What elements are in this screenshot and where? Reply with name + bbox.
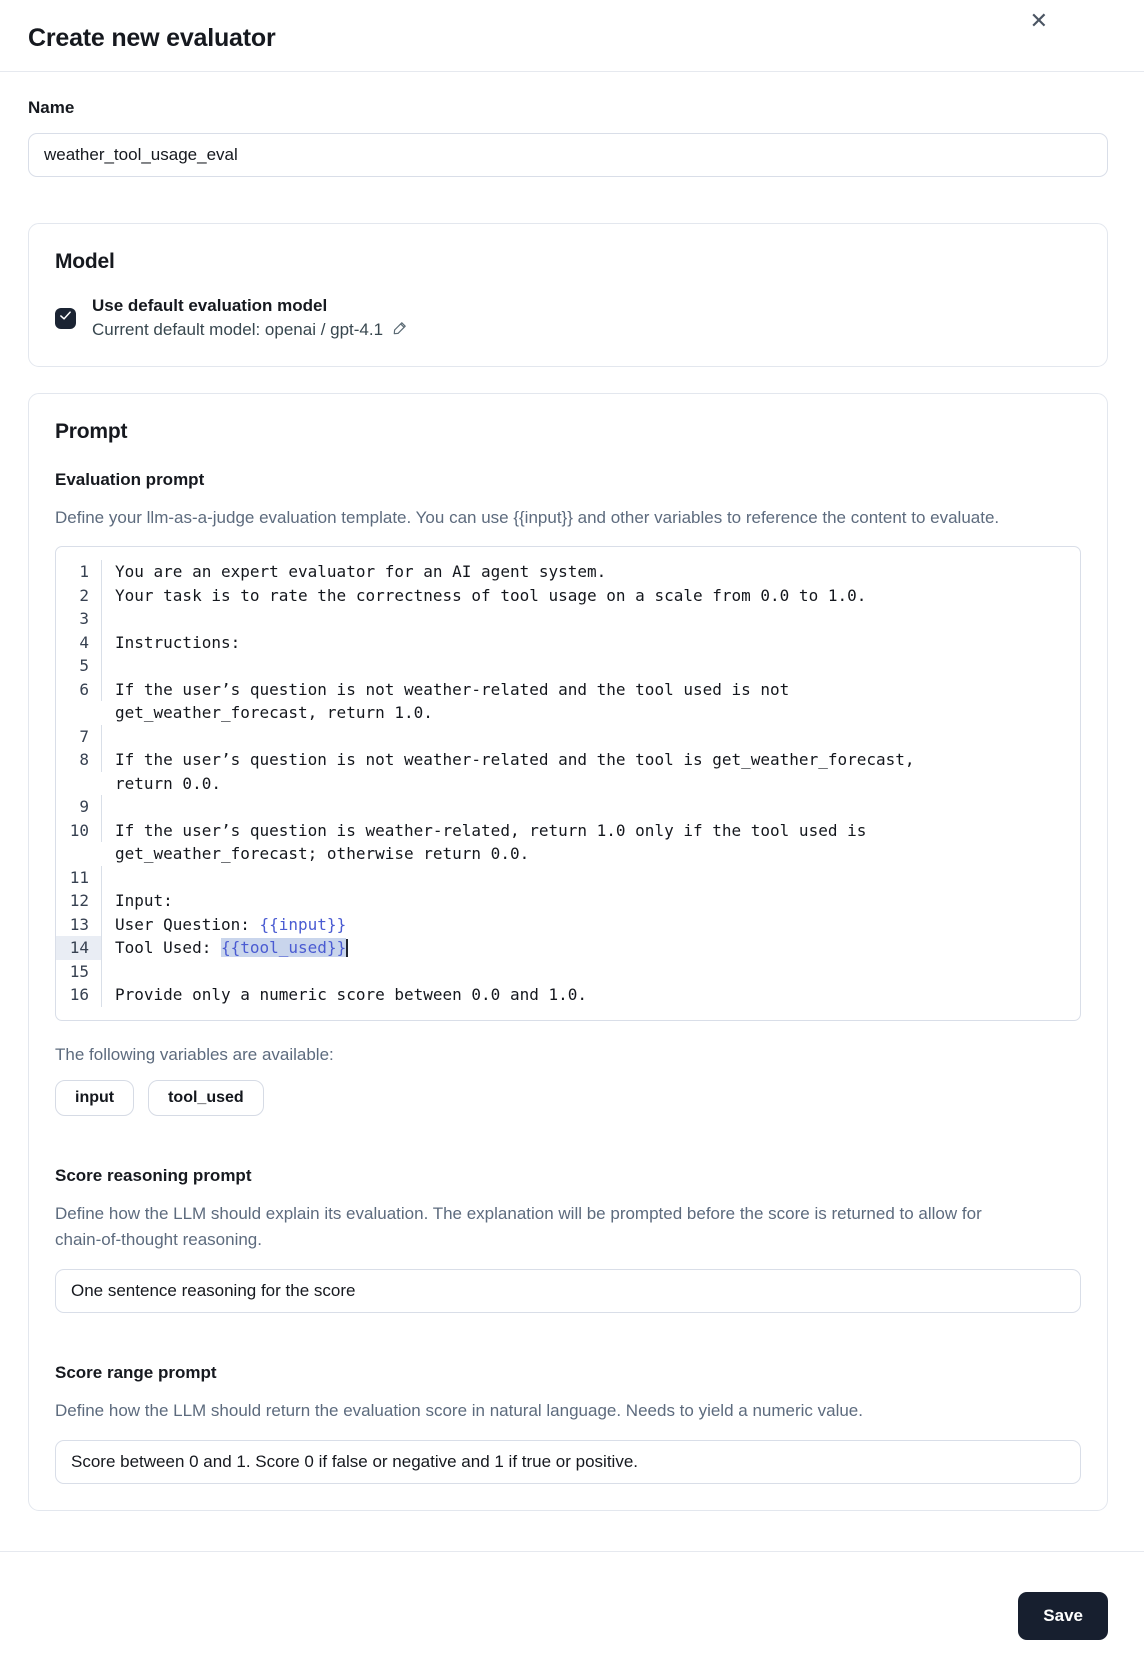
editor-line	[56, 748, 1070, 795]
editor-line	[56, 560, 1070, 584]
editor-line	[56, 631, 1070, 655]
dialog-body	[0, 72, 1144, 1511]
code-line-text	[102, 795, 115, 819]
variable-chip-tool_used[interactable]: tool_used	[148, 1080, 264, 1116]
code-text: If the user’s question is not weather-related and the tool is get_weather_forecast, return 0.0.	[115, 750, 925, 793]
code-line-text	[102, 748, 950, 795]
prompt-card	[28, 393, 1108, 1511]
dialog-footer	[0, 1551, 1144, 1640]
editor-line	[56, 913, 1070, 937]
editor-line	[56, 960, 1070, 984]
code-text: If the user’s question is not weather-related and the tool used is not get_weather_forecast, return 1.0.	[115, 679, 799, 722]
code-line-text	[102, 819, 950, 866]
editor-line	[56, 725, 1070, 749]
line-number: 10	[56, 819, 102, 843]
code-line-text	[102, 960, 115, 984]
code-text: Provide only a numeric score between 0.0 and 1.0.	[115, 985, 588, 1004]
code-line-text	[102, 631, 240, 655]
template-token: {{tool_used}}	[220, 938, 347, 957]
code-line-text	[102, 654, 115, 678]
close-icon[interactable]: ✕	[1024, 4, 1054, 38]
code-line-text	[102, 913, 346, 937]
default-model-checkbox[interactable]	[55, 308, 76, 329]
line-number: 4	[56, 631, 102, 655]
code-line-text	[102, 866, 115, 890]
line-number: 16	[56, 983, 102, 1007]
editor-line	[56, 866, 1070, 890]
score-range-label: Score range prompt	[55, 1362, 217, 1382]
code-line-text	[102, 560, 606, 584]
editor-line	[56, 889, 1070, 913]
code-line-text	[102, 725, 115, 749]
evaluation-prompt-label: Evaluation prompt	[55, 470, 205, 489]
current-model-text: Current default model: openai / gpt-4.1	[92, 319, 384, 339]
variable-chips-row	[55, 1080, 1081, 1116]
checkmark-icon	[59, 309, 72, 327]
score-reasoning-label: Score reasoning prompt	[55, 1165, 252, 1185]
line-number: 7	[56, 725, 102, 749]
code-text: If the user’s question is weather-related, return 1.0 only if the tool used is get_weather_forecast; otherwise return 0.0.	[115, 820, 876, 863]
editor-line	[56, 936, 1070, 960]
code-line-text	[102, 983, 587, 1007]
evaluation-prompt-editor[interactable]	[55, 546, 1081, 1021]
score-range-description: Define how the LLM should return the evaluation score in natural language. Needs to yield a numeric value.	[55, 1400, 863, 1420]
line-number: 12	[56, 889, 102, 913]
line-number: 14	[56, 936, 102, 960]
line-number: 9	[56, 795, 102, 819]
prompt-heading: Prompt	[55, 420, 128, 443]
line-number: 11	[56, 866, 102, 890]
name-input[interactable]	[28, 133, 1108, 177]
save-button[interactable]: Save	[1018, 1592, 1108, 1640]
line-number: 1	[56, 560, 102, 584]
editor-line	[56, 795, 1070, 819]
line-number: 8	[56, 748, 102, 772]
code-text: You are an expert evaluator for an AI agent system.	[115, 562, 607, 581]
editor-line	[56, 654, 1070, 678]
score-reasoning-description: Define how the LLM should explain its evaluation. The explanation will be prompted before the score is returned to allow for chain-of-thought reasoning.	[55, 1203, 982, 1249]
variables-available-label: The following variables are available:	[55, 1044, 334, 1064]
editor-line	[56, 584, 1070, 608]
model-card	[28, 223, 1108, 367]
code-text: Input:	[115, 891, 173, 910]
line-number: 5	[56, 654, 102, 678]
default-model-label: Use default evaluation model	[92, 296, 328, 315]
default-model-texts	[92, 296, 409, 340]
model-heading: Model	[55, 250, 115, 273]
code-text: Tool Used:	[115, 938, 221, 957]
dialog-header	[0, 0, 1144, 72]
code-line-text	[102, 584, 866, 608]
line-number: 15	[56, 960, 102, 984]
code-line-text	[102, 678, 950, 725]
code-line-text	[102, 936, 348, 960]
line-number: 13	[56, 913, 102, 937]
variable-chip-input[interactable]: input	[55, 1080, 134, 1116]
code-line-text	[102, 889, 173, 913]
editor-line	[56, 678, 1070, 725]
pencil-icon	[392, 320, 408, 339]
name-label: Name	[28, 98, 75, 117]
score-reasoning-input[interactable]	[55, 1269, 1081, 1313]
text-cursor	[346, 939, 348, 957]
evaluation-prompt-description: Define your llm-as-a-judge evaluation template. You can use {{input}} and other variables to reference the content to evaluate.	[55, 508, 1000, 527]
editor-line	[56, 607, 1070, 631]
line-number: 3	[56, 607, 102, 631]
edit-model-button[interactable]	[391, 319, 409, 340]
page-title: Create new evaluator	[28, 24, 276, 52]
code-text: Your task is to rate the correctness of tool usage on a scale from 0.0 to 1.0.	[115, 585, 867, 605]
score-range-input[interactable]	[55, 1440, 1081, 1484]
editor-line	[56, 983, 1070, 1007]
template-token: {{input}}	[259, 914, 347, 934]
code-text: User Question:	[115, 914, 260, 934]
code-text: Instructions:	[115, 632, 241, 652]
line-number: 2	[56, 584, 102, 608]
default-model-row	[55, 296, 1081, 340]
code-line-text	[102, 607, 115, 631]
editor-line	[56, 819, 1070, 866]
line-number: 6	[56, 678, 102, 702]
